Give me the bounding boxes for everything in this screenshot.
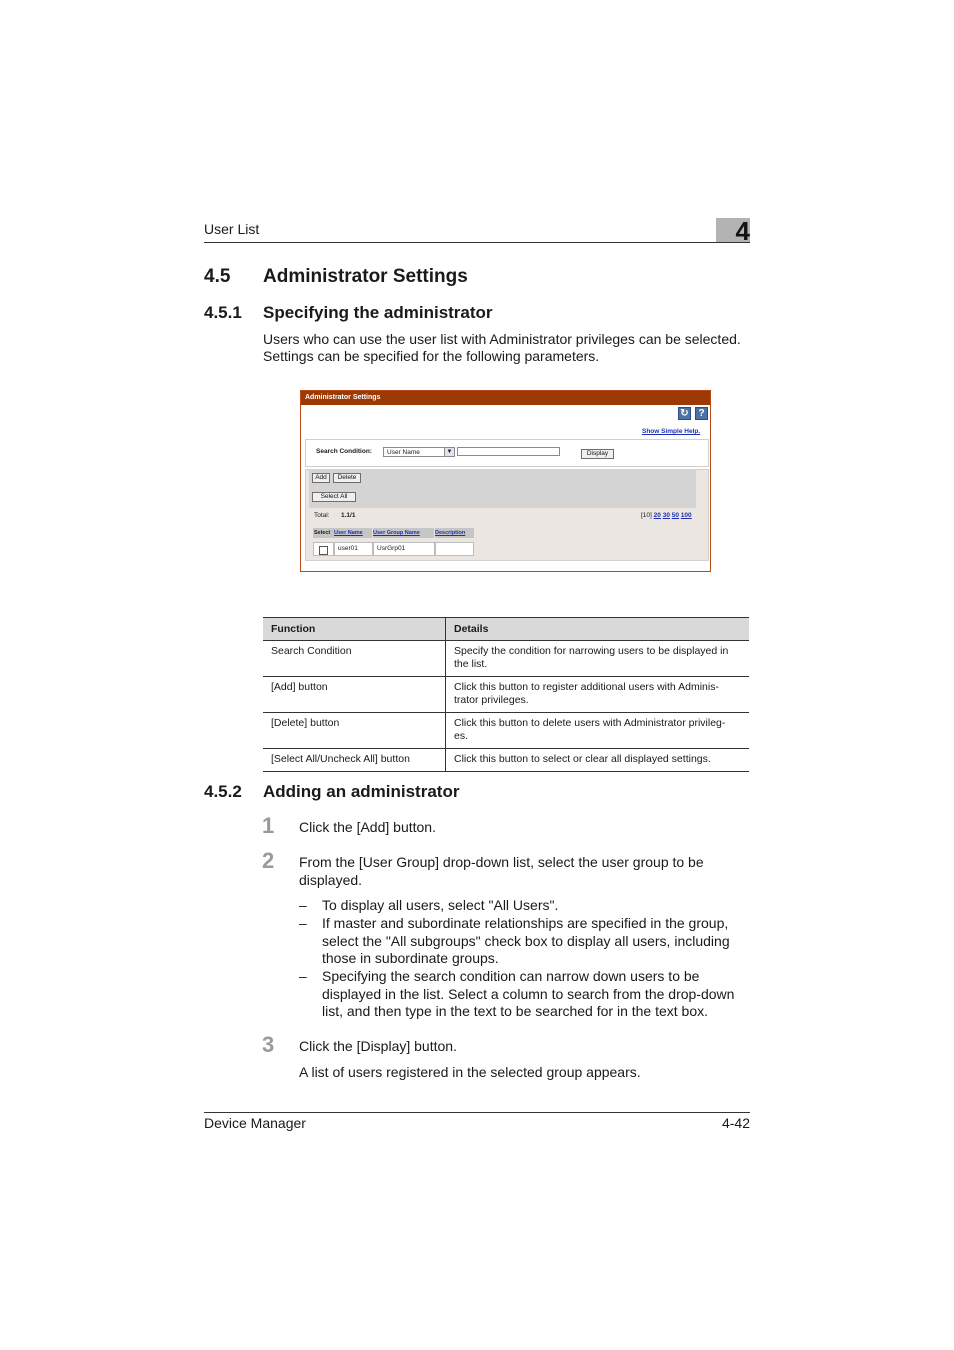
search-text-input[interactable] [457,447,560,456]
bullet-text: list, and then type in the text to be searched for in the text box. [322,1003,709,1019]
step-number: 3 [262,1032,275,1057]
cell-user: user01 [334,542,373,556]
refresh-icon[interactable]: ↻ [678,407,691,420]
step-text: Click the [Display] button. [299,1038,457,1054]
section-number: 4.5 [204,266,231,287]
section-title: Administrator Settings [263,266,468,287]
display-button[interactable]: Display [581,449,614,459]
details-cell: Click this button to delete users with Administrator privileg- es. [446,713,750,749]
help-icon[interactable]: ? [695,407,708,420]
select-all-button[interactable]: Select All [312,492,356,502]
search-panel [305,439,709,467]
bullet-dash: – [299,968,307,984]
table-row [263,749,749,772]
add-button[interactable]: Add [312,473,330,483]
search-select-value: User Name [387,449,420,456]
search-label: Search Condition: [316,448,372,455]
col-user-group-name[interactable]: User Group Name [373,528,434,538]
window-title: Administrator Settings [301,391,710,405]
table-row [263,677,749,713]
bullet-text: those in subordinate groups. [322,950,499,966]
table-row [263,641,749,677]
admin-settings-screenshot [300,390,711,572]
step-text: From the [User Group] drop-down list, select the user group to be [299,854,704,870]
function-cell: [Add] button [263,677,446,713]
subsection-title: Adding an administrator [263,782,460,801]
col-function: Function [263,618,446,641]
bullet-text: Specifying the search condition can narrow down users to be [322,968,700,984]
step-number: 1 [262,813,275,838]
total-value: 1.1/1 [341,512,356,519]
col-description[interactable]: Description [435,528,474,538]
cell-group: UsrGrp01 [373,542,435,556]
col-details: Details [446,618,750,641]
step-result: A list of users registered in the selected group appears. [299,1064,641,1080]
page-size-100[interactable]: 100 [680,512,692,519]
page-size-50[interactable]: 50 [671,512,679,519]
search-column-select[interactable] [383,447,455,457]
footer-title: Device Manager [204,1115,306,1131]
details-cell: Click this button to select or clear all displayed settings. [446,749,750,772]
chapter-number: 4 [735,216,750,246]
page-number: 4-42 [721,1115,750,1131]
total-label: Total: [314,512,330,519]
pagination [641,512,692,519]
step-number: 2 [262,848,275,873]
bullet-text: To display all users, select "All Users". [322,897,559,913]
page-size-current: [10] [641,512,652,519]
bullet-text: If master and subordinate relationships are specified in the group, [322,915,729,931]
header-rule [204,242,750,243]
details-cell: Click this button to register additional users with Adminis- trator privileges. [446,677,750,713]
bullet-dash: – [299,897,307,913]
bullet-dash: – [299,915,307,931]
running-header: User List [204,221,260,237]
delete-button[interactable]: Delete [333,473,361,483]
function-cell: [Select All/Uncheck All] button [263,749,446,772]
bullet-text: select the "All subgroups" check box to display all users, including [322,933,730,949]
table-row [263,713,749,749]
table-header-row [263,618,749,641]
row-checkbox[interactable] [319,546,328,555]
step-text: displayed. [299,872,363,888]
footer-rule [204,1112,750,1113]
subsection-number: 4.5.2 [204,782,242,801]
intro-line-1: Users who can use the user list with Administrator privileges can be selected. [263,331,741,347]
subsection-title: Specifying the administrator [263,303,493,322]
intro-line-2: Settings can be specified for the following parameters. [263,348,600,364]
subsection-number: 4.5.1 [204,303,242,322]
function-cell: Search Condition [263,641,446,677]
page-size-30[interactable]: 30 [662,512,670,519]
col-select: Select [313,528,335,538]
show-help-link[interactable]: Show Simple Help. [642,428,701,435]
details-cell: Specify the condition for narrowing users to be displayed in the list. [446,641,750,677]
action-bar [309,469,696,508]
page-size-20[interactable]: 20 [653,512,661,519]
cell-description [435,542,474,556]
col-user-name[interactable]: User Name [334,528,372,538]
chevron-down-icon: ▼ [444,448,454,456]
function-cell: [Delete] button [263,713,446,749]
bullet-text: displayed in the list. Select a column to search from the drop-down [322,986,735,1002]
step-text: Click the [Add] button. [299,819,436,835]
row-checkbox-cell [313,542,334,556]
function-table [263,617,749,772]
